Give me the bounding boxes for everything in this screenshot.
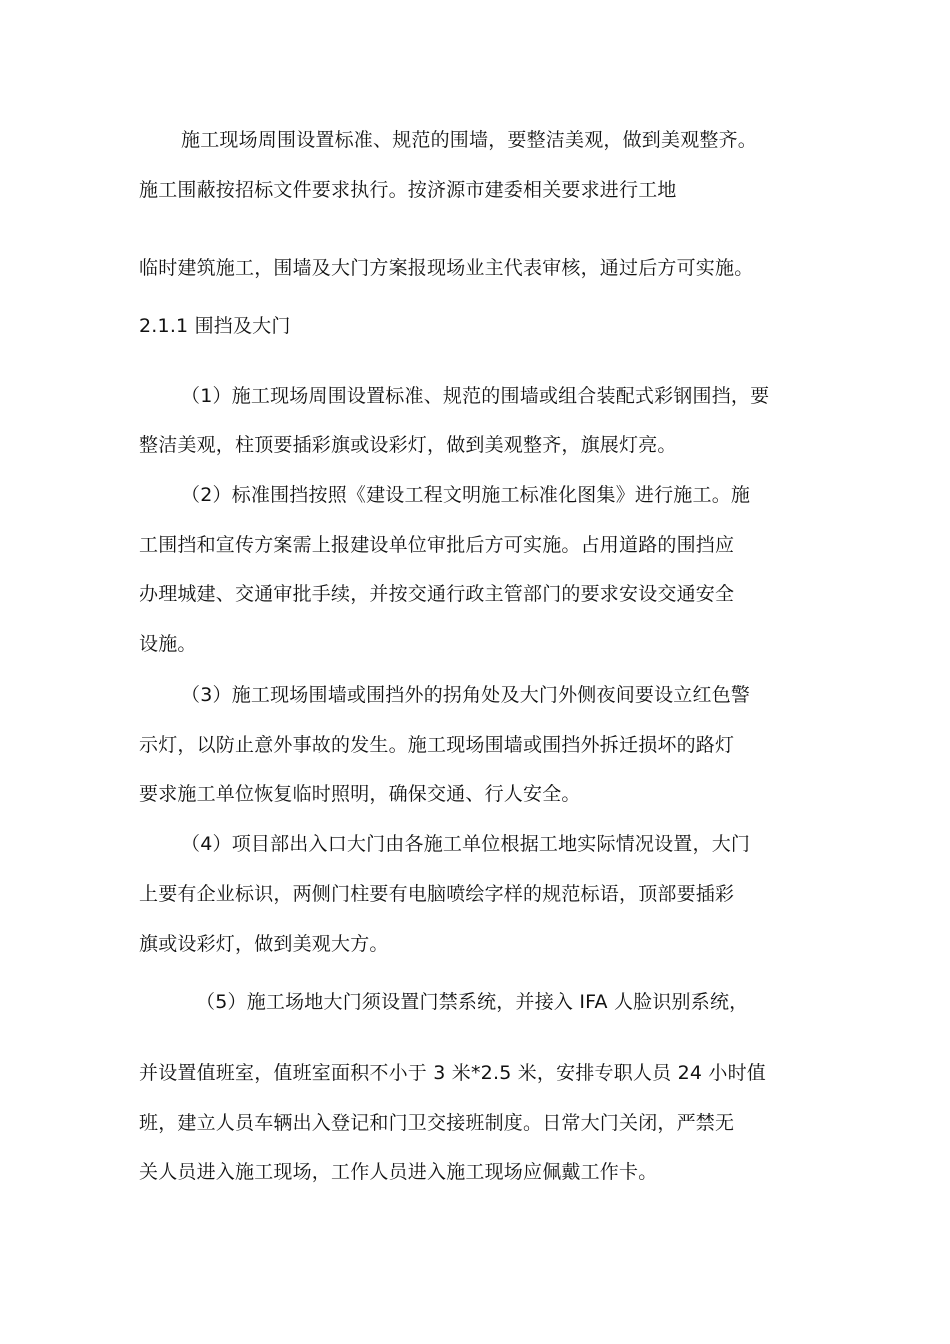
body-text-line: （3）施工现场围墙或围挡外的拐角处及大门外侧夜间要设立红色警 [181,684,751,706]
body-text-line: （2）标准围挡按照《建设工程文明施工标准化图集》进行施工。施 [181,484,751,506]
body-text-line: 施工现场周围设置标准、规范的围墙，要整洁美观，做到美观整齐。 [181,129,758,151]
body-text-line: 上要有企业标识，两侧门柱要有电脑喷绘字样的规范标语，顶部要插彩 [139,883,735,905]
body-text-line: 整洁美观，柱顶要插彩旗或设彩灯，做到美观整齐，旗展灯亮。 [139,434,677,456]
body-text-line: 施工围蔽按招标文件要求执行。按济源市建委相关要求进行工地 [139,179,677,201]
body-text-line: 关人员进入施工现场，工作人员进入施工现场应佩戴工作卡。 [139,1161,658,1183]
body-text-line: 设施。 [139,633,197,655]
body-text-line: 临时建筑施工，围墙及大门方案报现场业主代表审核，通过后方可实施。 [139,257,754,279]
body-text-line: （4）项目部出入口大门由各施工单位根据工地实际情况设置，大门 [181,833,751,855]
body-text-line: （1）施工现场周围设置标准、规范的围墙或组合装配式彩钢围挡，要 [181,385,770,407]
body-text-line: 办理城建、交通审批手续，并按交通行政主管部门的要求安设交通安全 [139,583,735,605]
body-text-line: 工围挡和宣传方案需上报建设单位审批后方可实施。占用道路的围挡应 [139,534,735,556]
body-text-line: （5）施工场地大门须设置门禁系统，并接入 IFA 人脸识别系统， [196,991,749,1013]
body-text-line: 班，建立人员车辆出入登记和门卫交接班制度。日常大门关闭，严禁无 [139,1112,735,1134]
body-text-line: 旗或设彩灯，做到美观大方。 [139,933,389,955]
section-heading: 2.1.1 围挡及大门 [139,315,291,337]
body-text-line: 要求施工单位恢复临时照明，确保交通、行人安全。 [139,783,581,805]
body-text-line: 并设置值班室，值班室面积不小于 3 米*2.5 米，安排专职人员 24 小时值 [139,1062,766,1084]
body-text-line: 示灯，以防止意外事故的发生。施工现场围墙或围挡外拆迁损坏的路灯 [139,734,735,756]
